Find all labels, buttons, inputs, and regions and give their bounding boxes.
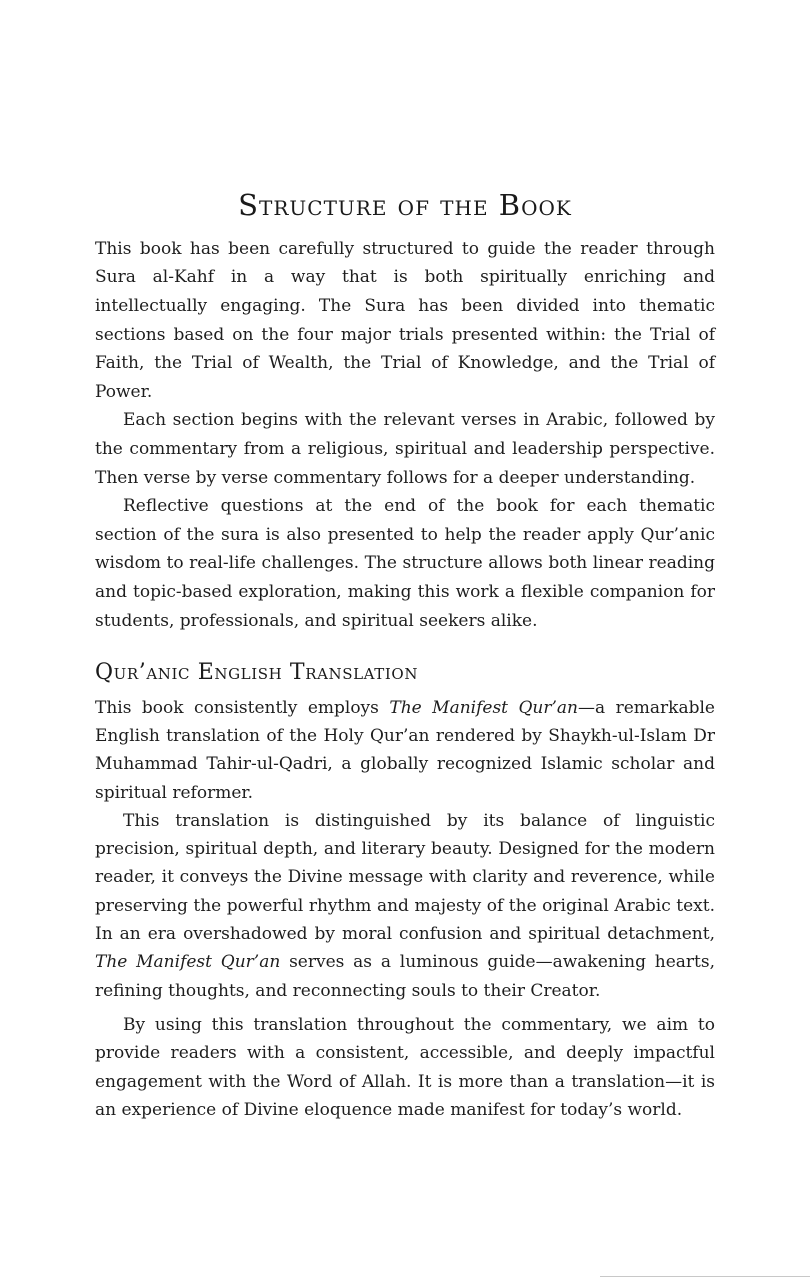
page-edge-line: [600, 1276, 810, 1277]
text-run: —a remarkable English translation of the Holy Qur’an rendered by Shaykh-ul-Islam Dr Muhammad Tahir-ul-Qadri, a globally recognized Islamic scholar and spiritual reformer.: [95, 697, 715, 803]
paragraph-structure-intro: This book has been carefully structured to guide the reader through Sura al-Kahf in a way that is both spiritually enriching and intellectually engaging. The Sura has been divided into thematic sections based on the four major trials presented within: the Trial of Faith, the Trial of Wealth, the Trial of Knowledge, and the Trial of Power.: [95, 238, 715, 402]
paragraph-translation-purpose: By using this translation throughout the commentary, we aim to provide readers with a consistent, accessible, and deeply impactful engagement with the Word of Allah. It is more than a translation—it is an experience of Divine eloquence made manifest for today’s world.: [95, 1014, 715, 1120]
paragraph-section-format: Each section begins with the relevant verses in Arabic, followed by the commentary from a religious, spiritual and leadership perspective. Then verse by verse commentary follows for a deeper understanding.: [95, 410, 715, 488]
paragraph-reflective-questions: Reflective questions at the end of the book for each thematic section of the sura is also presented to help the reader apply Qur’anic wisdom to real-life challenges. The structure allows both linear reading and topic-based exploration, making this work a flexible companion for students, professionals, and spiritual seekers alike.: [95, 496, 715, 631]
paragraph-translation-intro: [95, 694, 715, 807]
paragraph-translation-qualities: [95, 807, 715, 1005]
book-title-italic: The Manifest Qur’an: [95, 952, 281, 973]
section-heading-structure: Structure of the Book: [238, 188, 572, 222]
translation-section: [95, 659, 715, 1124]
text-run: This book consistently employs: [95, 697, 390, 718]
section-heading-translation: Qur’anic English Translation: [95, 660, 419, 686]
book-title-italic: The Manifest Qur’an: [389, 697, 578, 718]
text-run: serves as a luminous guide—awakening hearts, refining thoughts, and reconnecting souls to their Creator.: [95, 952, 715, 1001]
text-run: This translation is distinguished by its balance of linguistic precision, spiritual depth, and literary beauty. Designed for the modern reader, it conveys the Divine message with clarity and reverence, while preserving the powerful rhythm and majesty of the original Arabic text. In an era overshadowed by moral confusion and spiritual detachment,: [95, 810, 715, 945]
page-content: [95, 188, 715, 1124]
